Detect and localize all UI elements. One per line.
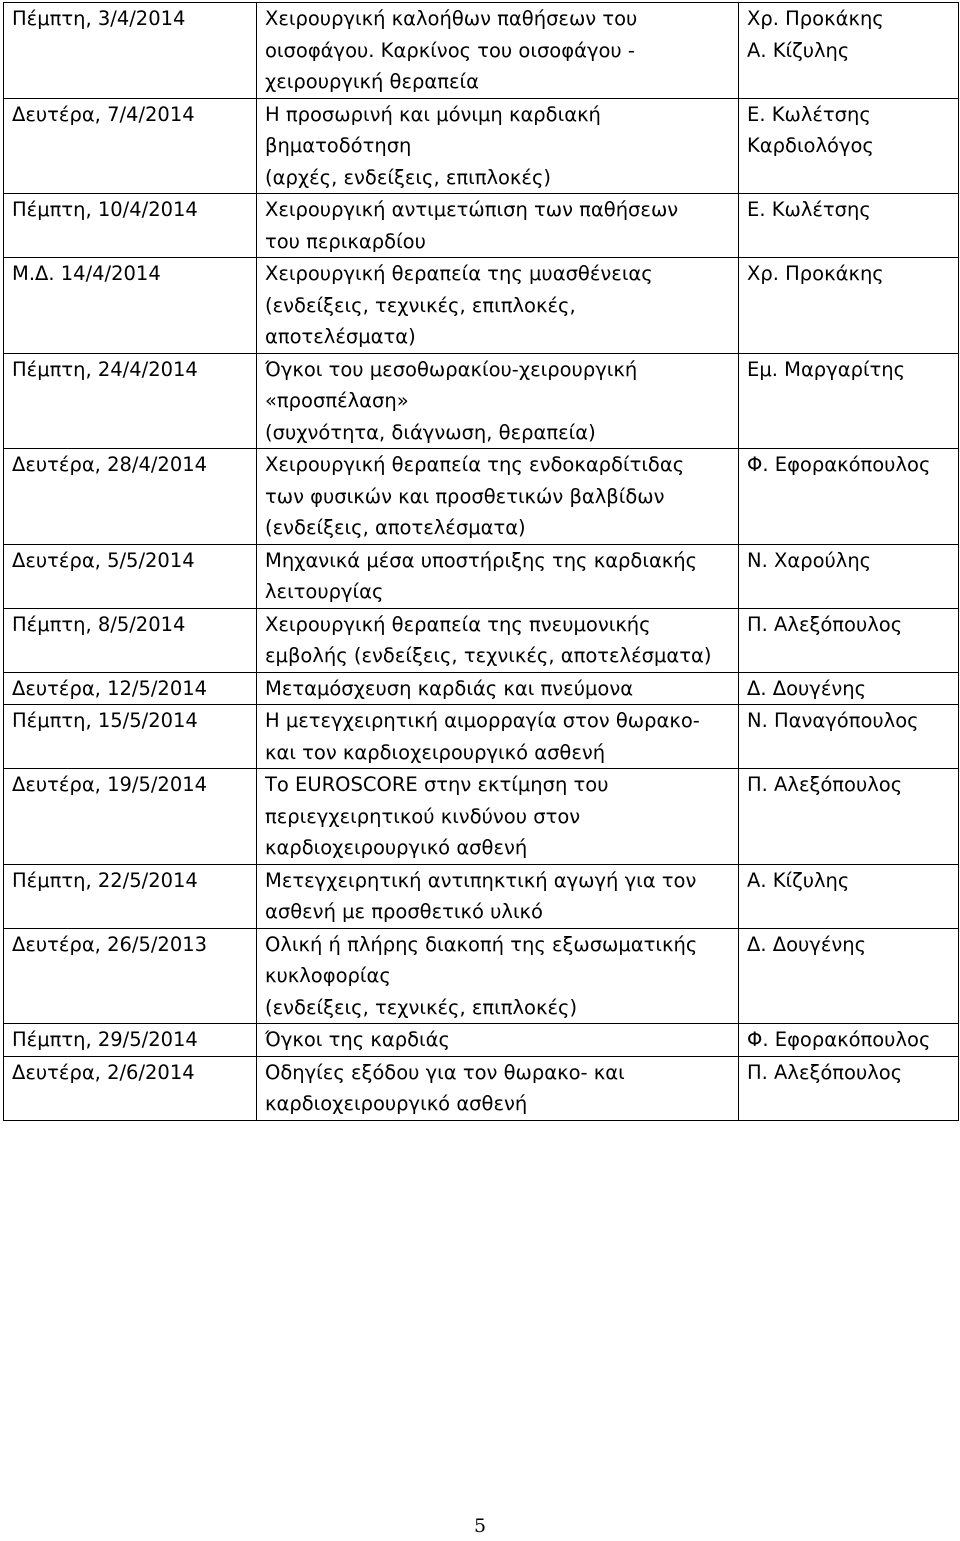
topic-line: του περικαρδίου <box>265 229 426 253</box>
schedule-row <box>4 3 959 99</box>
topic-line: (αρχές, ενδείξεις, επιπλοκές) <box>265 165 552 189</box>
schedule-row <box>4 194 959 258</box>
page-number: 5 <box>473 1515 487 1537</box>
speaker-line: Χρ. Προκάκης <box>747 262 884 285</box>
date-cell: Πέμπτη, 8/5/2014 <box>4 608 257 672</box>
schedule-row <box>4 864 959 928</box>
speaker-cell <box>739 864 959 928</box>
topic-line: ασθενή με προσθετικό υλικό <box>265 900 543 923</box>
topic-line: (ενδείξεις, αποτελέσματα) <box>265 516 526 539</box>
date-cell: Δευτέρα, 7/4/2014 <box>4 98 257 194</box>
speaker-line: Π. Αλεξόπουλος <box>747 773 903 796</box>
speaker-line: Εμ. Μαργαρίτης <box>747 357 906 381</box>
schedule-row <box>4 705 959 769</box>
topic-line: (ενδείξεις, τεχνικές, επιπλοκές, <box>265 293 576 317</box>
speaker-cell <box>739 1024 959 1057</box>
topic-line: Όγκοι του μεσοθωρακίου-χειρουργική <box>265 357 638 381</box>
speaker-line: Δ. Δουγένης <box>747 676 867 700</box>
topic-line: Η μετεγχειρητική αιμορραγία στον θωρακο- <box>265 709 700 732</box>
topic-line: Χειρουργική καλοήθων παθήσεων του <box>265 7 638 30</box>
speaker-line: Π. Αλεξόπουλος <box>747 612 903 636</box>
topic-line: Μηχανικά μέσα υποστήριξης της καρδιακής <box>265 548 698 572</box>
speaker-line: Ν. Χαρούλης <box>747 548 872 572</box>
topic-cell <box>257 928 739 1024</box>
speaker-line: Φ. Εφορακόπουλος <box>747 453 931 476</box>
schedule-row <box>4 928 959 1024</box>
speaker-line: Ε. Κωλέτσης <box>747 102 871 126</box>
speaker-line: Ν. Παναγόπουλος <box>747 709 919 732</box>
speaker-line: Φ. Εφορακόπουλος <box>747 1028 931 1051</box>
date-cell: Δευτέρα, 28/4/2014 <box>4 449 257 545</box>
topic-line: Χειρουργική θεραπεία της ενδοκαρδίτιδας <box>265 453 685 476</box>
date-cell: Δευτέρα, 26/5/2013 <box>4 928 257 1024</box>
date-cell: Πέμπτη, 15/5/2014 <box>4 705 257 769</box>
topic-cell <box>257 194 739 258</box>
speaker-line: Α. Κίζυλης <box>747 868 850 892</box>
topic-line: καρδιοχειρουργικό ασθενή <box>265 836 528 859</box>
speaker-cell <box>739 672 959 705</box>
date-cell: Δευτέρα, 12/5/2014 <box>4 672 257 705</box>
topic-line: των φυσικών και προσθετικών βαλβίδων <box>265 484 665 508</box>
topic-line: καρδιοχειρουργικό ασθενή <box>265 1092 528 1115</box>
topic-line: Χειρουργική θεραπεία της μυασθένειας <box>265 262 653 285</box>
topic-line: λειτουργίας <box>265 580 384 603</box>
speaker-cell <box>739 705 959 769</box>
date-cell: Δευτέρα, 5/5/2014 <box>4 544 257 608</box>
topic-line: Η προσωρινή και μόνιμη καρδιακή <box>265 102 601 126</box>
speaker-line: Π. Αλεξόπουλος <box>747 1060 903 1084</box>
speaker-cell <box>739 353 959 449</box>
topic-cell <box>257 608 739 672</box>
speaker-line: Καρδιολόγος <box>747 134 874 157</box>
speaker-cell <box>739 1056 959 1120</box>
speaker-cell <box>739 769 959 865</box>
schedule-row <box>4 449 959 545</box>
schedule-row <box>4 672 959 705</box>
schedule-row <box>4 544 959 608</box>
topic-line: Ολική ή πλήρης διακοπή της εξωσωματικής <box>265 932 698 956</box>
schedule-row <box>4 98 959 194</box>
schedule-row <box>4 769 959 865</box>
date-cell: Πέμπτη, 22/5/2014 <box>4 864 257 928</box>
schedule-row <box>4 1024 959 1057</box>
speaker-line: Α. Κίζυλης <box>747 38 850 62</box>
date-cell: Πέμπτη, 3/4/2014 <box>4 3 257 99</box>
topic-cell <box>257 353 739 449</box>
speaker-line: Ε. Κωλέτσης <box>747 198 871 221</box>
topic-cell <box>257 769 739 865</box>
schedule-row <box>4 608 959 672</box>
speaker-cell <box>739 449 959 545</box>
speaker-line: Δ. Δουγένης <box>747 932 867 956</box>
date-cell: Πέμπτη, 24/4/2014 <box>4 353 257 449</box>
topic-line: (ενδείξεις, τεχνικές, επιπλοκές) <box>265 995 578 1019</box>
topic-line: (συχνότητα, διάγνωση, θεραπεία) <box>265 420 596 444</box>
topic-cell <box>257 672 739 705</box>
speaker-cell <box>739 3 959 99</box>
topic-line: κυκλοφορίας <box>265 964 391 987</box>
topic-cell <box>257 544 739 608</box>
topic-cell <box>257 258 739 354</box>
date-cell: Δευτέρα, 19/5/2014 <box>4 769 257 865</box>
date-cell: Μ.Δ. 14/4/2014 <box>4 258 257 354</box>
speaker-cell <box>739 98 959 194</box>
topic-line: οισοφάγου. Καρκίνος του οισοφάγου - <box>265 38 635 62</box>
topic-line: και τον καρδιοχειρουργικό ασθενή <box>265 740 606 764</box>
speaker-cell <box>739 194 959 258</box>
topic-line: χειρουργική θεραπεία <box>265 70 479 93</box>
topic-line: Χειρουργική θεραπεία της πνευμονικής <box>265 612 651 636</box>
speaker-cell <box>739 258 959 354</box>
schedule-row <box>4 258 959 354</box>
topic-line: Όγκοι της καρδιάς <box>265 1028 450 1051</box>
speaker-line: Χρ. Προκάκης <box>747 7 884 30</box>
topic-cell <box>257 864 739 928</box>
date-cell: Δευτέρα, 2/6/2014 <box>4 1056 257 1120</box>
topic-line: περιεγχειρητικού κινδύνου στον <box>265 804 581 828</box>
topic-cell <box>257 449 739 545</box>
topic-line: Οδηγίες εξόδου για τον θωρακο- και <box>265 1060 625 1084</box>
topic-line: Μεταμόσχευση καρδιάς και πνεύμονα <box>265 676 634 700</box>
topic-line: εμβολής (ενδείξεις, τεχνικές, αποτελέσματα) <box>265 644 712 667</box>
speaker-cell <box>739 544 959 608</box>
topic-cell <box>257 705 739 769</box>
date-cell: Πέμπτη, 10/4/2014 <box>4 194 257 258</box>
topic-line: αποτελέσματα) <box>265 325 416 348</box>
topic-cell <box>257 98 739 194</box>
topic-cell <box>257 1024 739 1057</box>
topic-line: Το EUROSCORE στην εκτίμηση του <box>265 773 609 796</box>
date-cell: Πέμπτη, 29/5/2014 <box>4 1024 257 1057</box>
topic-line: Χειρουργική αντιμετώπιση των παθήσεων <box>265 198 679 221</box>
topic-cell <box>257 3 739 99</box>
lecture-schedule-table <box>3 2 959 1121</box>
topic-line: Μετεγχειρητική αντιπηκτική αγωγή για τον <box>265 868 697 892</box>
topic-line: «προσπέλαση» <box>265 389 409 412</box>
schedule-body <box>4 3 959 1121</box>
topic-cell <box>257 1056 739 1120</box>
topic-line: βηματοδότηση <box>265 134 412 157</box>
schedule-row <box>4 1056 959 1120</box>
speaker-cell <box>739 928 959 1024</box>
schedule-row <box>4 353 959 449</box>
speaker-cell <box>739 608 959 672</box>
